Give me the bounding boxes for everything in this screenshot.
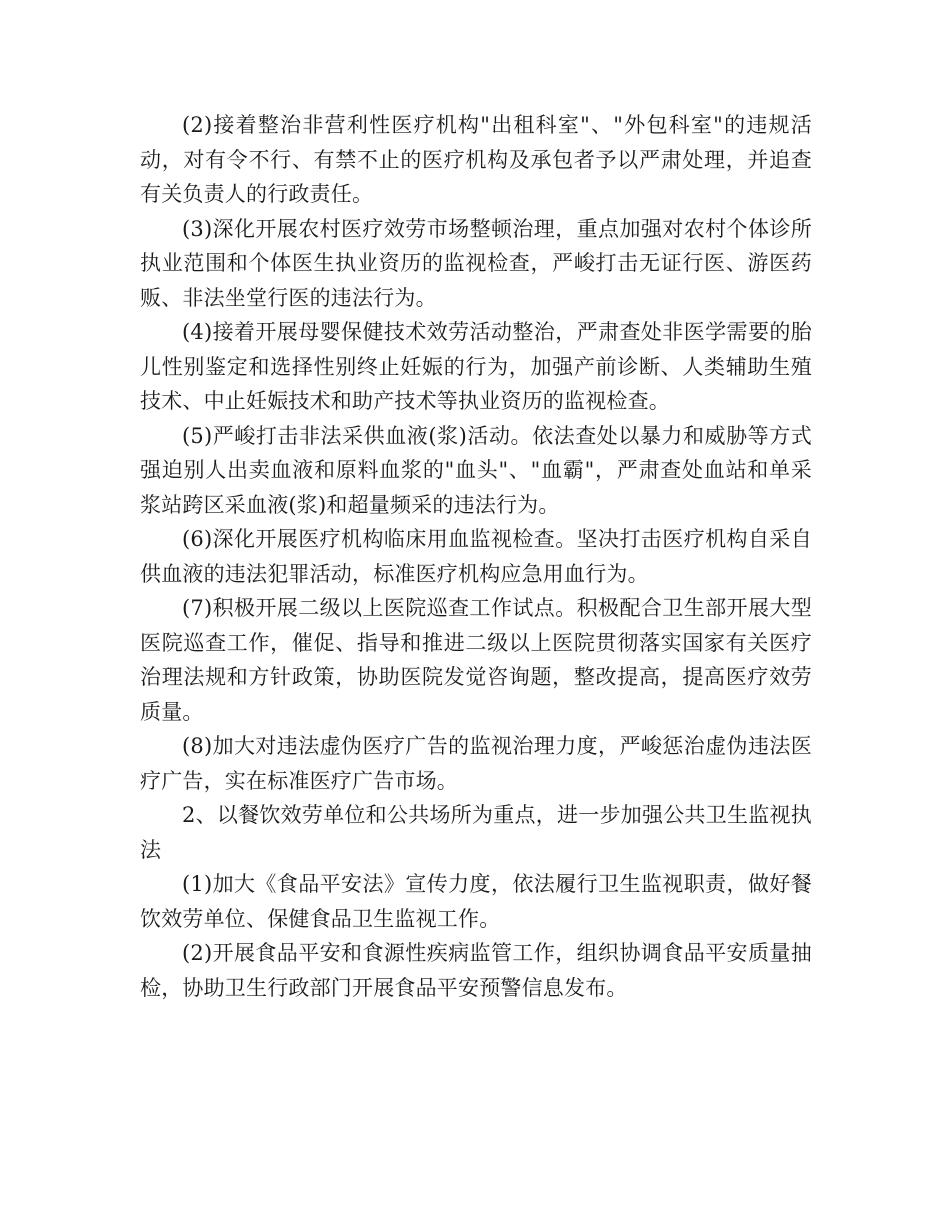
paragraph-item-2-rental-departments: (2)接着整治非营利性医疗机构"出租科室"、"外包科室"的违规活动，对有令不行、有禁不止的医疗机构及承包者予以严肃处理，并追查有关负责人的行政责任。: [140, 113, 812, 206]
paragraph-item-7-hospital-inspection: (7)积极开展二级以上医院巡查工作试点。积极配合卫生部开展大型医院巡查工作，催促、指导和推进二级以上医院贯彻落实国家有关医疗治理法规和方针政策，协助医院发觉咨询题，整改提高，提高医疗效劳质量。: [140, 596, 812, 724]
paragraph-item-4-maternal-child-health: (4)接着开展母婴保健技术效劳活动整治，严肃查处非医学需要的胎儿性别鉴定和选择性别终止妊娠的行为，加强产前诊断、人类辅助生殖技术、中止妊娠技术和助产技术等执业资历的监视检查。: [140, 320, 812, 413]
paragraph-item-6-clinical-blood-use: (6)深化开展医疗机构临床用血监视检查。坚决打击医疗机构自采自供血液的违法犯罪活动，标准医疗机构应急用血行为。: [140, 527, 812, 586]
paragraph-item-3-rural-medical-market: (3)深化开展农村医疗效劳市场整顿治理，重点加强对农村个体诊所执业范围和个体医生执业资历的监视检查，严峻打击无证行医、游医药贩、非法坐堂行医的违法行为。: [140, 216, 812, 310]
document-page: [140, 108, 812, 1005]
paragraph-item-2-food-safety-monitoring: (2)开展食品平安和食源性疾病监管工作，组织协调食品平安质量抽检，协助卫生行政部门开展食品平安预警信息发布。: [140, 941, 812, 1000]
paragraph-item-8-medical-advertising: (8)加大对违法虚伪医疗广告的监视治理力度，严峻惩治虚伪违法医疗广告，实在标准医疗广告市场。: [140, 734, 812, 793]
paragraph-item-1-food-safety-law: (1)加大《食品平安法》宣传力度，依法履行卫生监视职责，做好餐饮效劳单位、保健食品卫生监视工作。: [140, 872, 812, 931]
section-heading-public-health: 2、以餐饮效劳单位和公共场所为重点，进一步加强公共卫生监视执法: [140, 803, 812, 862]
paragraph-item-5-illegal-blood-collection: (5)严峻打击非法采供血液(浆)活动。依法查处以暴力和威胁等方式强迫别人出卖血液和原料血浆的"血头"、"血霸"，严肃查处血站和单采浆站跨区采血液(浆)和超量频采的违法行为。: [140, 423, 812, 517]
